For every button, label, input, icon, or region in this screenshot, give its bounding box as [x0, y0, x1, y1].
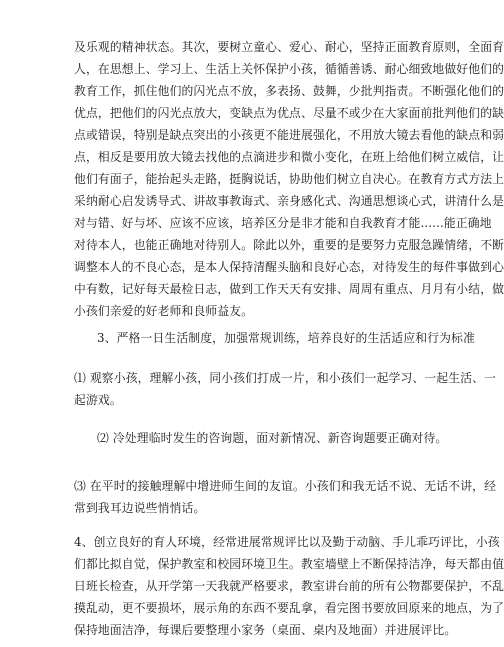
text-line: 对与错、好与坏、应该不应该，培养区分是非才能和自我教育才能......能正确地	[74, 216, 492, 230]
heading-section-3	[74, 327, 476, 349]
text-line: 保持地面洁净，每课后要整理小家务（桌面、桌内及地面）并进展评比。	[74, 623, 457, 637]
text-line: 采纳耐心启发诱导式、讲故事教诲式、亲身感化式、沟通思想谈心式，讲清什么是	[74, 194, 504, 208]
text-line: 日班长检查，从开学第一天我就严格要求，教室讲台前的所有公物都要保护，不乱	[74, 579, 504, 593]
text-line: 优点，把他们的闪光点放大，变缺点为优点、尽量不或少在大家面前批判他们的缺	[74, 106, 504, 120]
text-line: 们都比拟自觉，保护教室和校园环境卫生。教室墙壁上不断保持洁净，每天都由值	[74, 557, 504, 571]
text-line: 常到我耳边说些悄悄话。	[74, 501, 206, 515]
text-line: 教育工作，抓住他们的闪光点不放，多表扬、鼓舞，少批判指责。不断强化他们的	[74, 84, 504, 98]
text-line: 摸乱动，更不要损坏，展示角的东西不要乱拿，看完图书要放回原来的地点，为了	[74, 601, 504, 615]
text-line: 点，相反是要用放大镜去找他的点滴进步和微小变化，在班上给他们树立威信，让	[74, 150, 504, 164]
text-line: 3、严格一日生活制度，加强常规训练，培养良好的生活适应和行为标准	[97, 331, 476, 345]
text-line: ⑴ 观察小孩，理解小孩，同小孩们打成一片，和小孩们一起学习、一起生活、一	[74, 371, 497, 385]
text-line: 4、创立良好的育人环境，经常进展常规评比以及勤于动脑、手儿乖巧评比，小孩	[74, 535, 500, 549]
list-item-3	[74, 475, 497, 519]
text-line: 中有数，记好每天最检日志，做到工作天天有安排、周周有重点、月月有小结，做	[74, 282, 504, 296]
list-item-1	[74, 367, 497, 411]
list-item-2	[74, 427, 453, 449]
text-line: 小孩们亲爱的好老师和良师益友。	[74, 304, 254, 318]
text-line: 对待本人，也能正确地对待别人。除此以外，重要的是要努力克服急躁情绪，不断	[74, 238, 504, 252]
paragraph-section-4	[74, 531, 504, 641]
text-line: ⑵ 冷处理临时发生的咨询题，面对新情况、新咨询题要正确对待。	[97, 431, 448, 445]
text-line: 调整本人的不良心态，是本人保持清醒头脑和良好心态，对待发生的每件事做到心	[74, 260, 504, 274]
paragraph-education-methods	[74, 36, 504, 322]
text-line: 点或错误，特别是缺点突出的小孩更不能进展强化，不用放大镜去看他的缺点和弱	[74, 128, 504, 142]
text-line: 他们有面子，能抬起头走路，挺胸说话，协助他们树立自决心。在教育方式方法上	[74, 172, 504, 186]
text-line: 人，在思想上、学习上、生活上关怀保护小孩，循循善诱、耐心细致地做好他们的	[74, 62, 504, 76]
text-line: ⑶ 在平时的接触理解中增进师生间的友谊。小孩们和我无话不说、无话不讲，经	[74, 479, 497, 493]
text-line: 起游戏。	[74, 393, 122, 407]
text-line: 及乐观的精神状态。其次，要树立童心、爱心、耐心，坚持正面教育原则，全面育	[74, 40, 504, 54]
